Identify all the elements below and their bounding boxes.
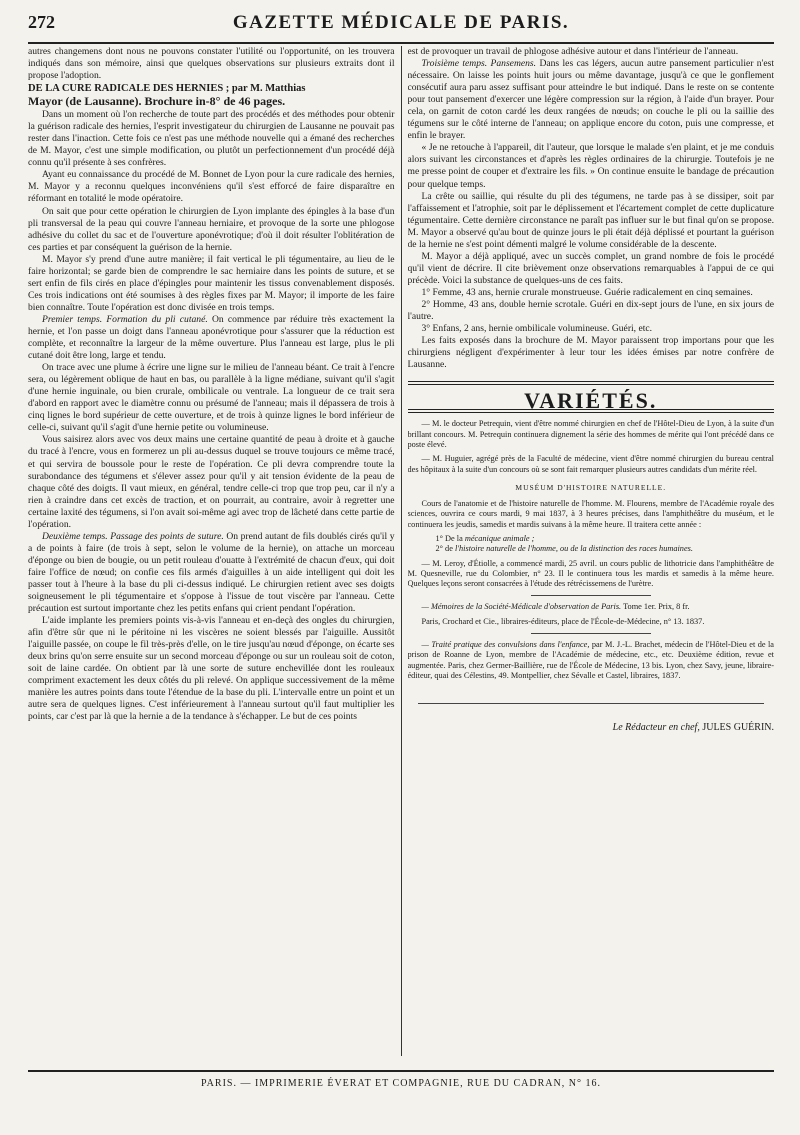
- article-title-line: Mayor (de Lausanne). Brochure in-8° de 46 pages.: [28, 94, 286, 109]
- book-notice: [408, 602, 775, 612]
- section-heading: Premier temps. Formation du pli cutané.: [42, 313, 208, 325]
- paragraph-text: On commence par réduire très exactement la hernie, et l'on passe un doigt dans l'anneau aponévrotique pour s'assurer que la réduction est complète, et reconnaître la largeur de la même ouverture. Plus l'anneau est large, plus le pli cutané doit être long, large et tendu.: [28, 313, 395, 362]
- paragraph: Dans un moment où l'on recherche de toute part des procédés et des méthodes pour obtenir la guérison radicale des hernies, l'esprit investigateur du chirurgien de Lausanne ne pouvait pas rester dans l'inaction. Cette fois ce n'est pas une méthode nouvelle qui a émané des recherches de M. Mayor, c'est une simple modification, ou plutôt un perfectionnement d'un procédé déjà connu qu'il présente à ses confrères.: [28, 109, 395, 169]
- case-item: 1° Femme, 43 ans, hernie crurale monstrueuse. Guérie radicalement en cinq semaines.: [421, 286, 753, 298]
- case-item: 3° Enfans, 2 ans, hernie ombilicale volumineuse. Guéri, etc.: [421, 323, 653, 335]
- list-prefix: 1° De la: [435, 533, 465, 543]
- paragraph: « Je ne retouche à l'appareil, dit l'auteur, que lorsque le malade s'en plaint, et je me conduis alors suivant les circonstances et d'après les règles ordinaires de la chirurgie. Toutefois je ne me presse point de couper et d'extraire les fils. » On continue ensuite le bandage de précaution pour quelque temps.: [407, 142, 774, 190]
- paragraph: [28, 314, 395, 362]
- list-item: [422, 534, 775, 544]
- paragraph-text: On prend autant de fils doublés cirés qu'il y a de points à faire (de trois à sept, selon le volume de la hernie), on attache un morceau d'éponge ou bien de bougie, ou un petit rouleau d'ouatte à l'extrémité de chacun d'eux, qui doit faire l'office de nœud; on confie ces fils armés d'aiguilles à un aide intelligent qui doit les passer tout à l'heure à la base du pli ci-dessus indiqué. Le chirurgien retient avec ses doigts soigneusement le pli tégumentaire et s'oppose à l'issue de tout viscère par l'anneau. Cette précaution est surtout importante chez les petits enfans qui crient pendant l'opération.: [28, 530, 395, 615]
- paragraph: L'aide implante les premiers points vis-à-vis l'anneau et en-deçà des ongles du chirurgien, afin d'être sûr que ni le péritoine ni les viscères ne soient blessés par l'aiguille. Aussitôt l'aiguille passée, on coupe le fil très-près d'elle, on le tire jusqu'au nœud d'éponge, on écarte ses deux brins qu'on serre ensuite sur un second morceau d'éponge ou sur un rouleau soit de coton, soit de laine cardée. On obtient par là une sorte de suture enchevillée dont les rouleaux compriment exactement les deux côtés du pli relevé. On applique successivement de la même manière les autres points dans toute l'étendue de la base du pli. L'intervalle entre un point et un autre sera de quelques lignes. C'est inférieurement à l'anneau surtout qu'il faut multiplier les points, car c'est par là que la hernie a de la tendance à s'échapper. Le but de ces points: [28, 615, 395, 723]
- page-number: 272: [28, 12, 55, 32]
- book-title: — Traité pratique des convulsions dans l'enfance,: [421, 640, 590, 650]
- list-text: l'histoire naturelle de l'homme, ou de la distinction des races humaines.: [454, 544, 693, 554]
- news-item: — M. Leroy, d'Étiolle, a commencé mardi, 25 avril. un cours public de lithotricie dans l'amphithéâtre de M. Quesneville, rue du Colombier, n° 23. Il le continuera tous les mardis et samedis à la même heure. Quelques leçons seront consacrées à l'étude des rétrécissemens de l'urètre.: [407, 558, 774, 589]
- news-item: — M. le docteur Petrequin, vient d'être nommé chirurgien en chef de l'Hôtel-Dieu de Lyon, à la suite d'un brillant concours. M. Petrequin continuera dignement la série des hommes de mérite qui l'ont précédé dans ce poste élevé.: [407, 419, 774, 449]
- news-item: Cours de l'anatomie et de l'histoire naturelle de l'homme. M. Flourens, membre de l'Académie royale des sciences, ouvrira ce cours mardi, 9 mai 1837, à 3 heures précises, dans l'amphithéâtre du muséum, et le continuera les jeudis, samedis et mardis suivans à la même heure. Il traitera cette année :: [407, 499, 774, 529]
- paragraph: M. Mayor a déjà appliqué, avec un succès complet, un grand nombre de fois le procédé qu'il vient de décrire. Il cite brièvement onze observations remarquables à l'appui de ce qui précède. Voici la substance de quelques-uns de ces faits.: [407, 250, 774, 286]
- paragraph: On trace avec une plume à écrire une ligne sur le milieu de l'anneau béant. Ce trait à l'encre sera, ou légèrement oblique de haut en bas, ou parallèle à la ligne médiane, suivant qu'il s'agit d'une hernie inguinale, ou bien crurale, ombilicale ou ventrale. La longueur de ce trait sera d'abord en rapport avec le diamètre connu ou présumé de l'anneau; mais il dépassera de trois à cinq lignes le bord supérieur de cette ouverture, et de trois à quinze lignes le bord inférieur de celle-ci, suivant qu'il s'agit d'une hernie petite ou volumineuse.: [28, 362, 395, 434]
- section-rule: [408, 381, 775, 385]
- section-heading: Deuxième temps. Passage des points de suture.: [42, 530, 224, 542]
- left-column: [28, 46, 395, 1056]
- article-title: [28, 82, 395, 109]
- museum-heading: MUSÉUM D'HISTOIRE NATURELLE.: [515, 482, 667, 492]
- two-column-body: [28, 46, 774, 1056]
- varietes-section: [408, 419, 775, 681]
- page-header: [28, 12, 774, 44]
- journal-title: GAZETTE MÉDICALE DE PARIS.: [232, 12, 570, 33]
- signature-prefix: Le Rédacteur en chef,: [612, 722, 703, 734]
- paragraph: [28, 531, 395, 615]
- paragraph: autres changemens dont nous ne pouvons constater l'utilité ou l'opportunité, on les trouvera indiqués dans son mémoire, ainsi que quelques observations sur plusieurs extraits dont il propose l'adoption.: [28, 46, 395, 82]
- paragraph: La crête ou saillie, qui résulte du pli des tégumens, ne tarde pas à se dissiper, soit par l'affaissement et l'atrophie, soit par le déplissement et l'écartement complet de cette duplicature tégumentaire. Cette dernière circonstance ne paraît pas influer sur le but final qu'on se propose. M. Mayor a observé qu'au bout de quinze jours le pli était déjà déplissé et pourtant la guérison de la hernie ne s'est point démenti malgré le volume considérable de la descente.: [407, 190, 774, 250]
- printer-imprint: PARIS. — IMPRIMERIE ÉVERAT ET COMPAGNIE, RUE DU CADRAN, N° 16.: [28, 1070, 774, 1089]
- article-title-line: DE LA CURE RADICALE DES HERNIES ; par M. Matthias: [28, 83, 306, 95]
- book-detail: Tome 1er. Prix, 8 fr.: [623, 602, 690, 612]
- varietes-heading: VARIÉTÉS.: [524, 388, 658, 414]
- book-notice: [408, 640, 775, 681]
- paragraph: M. Mayor s'y prend d'une autre manière; il fait vertical le pli tégumentaire, au lieu de le faire horizontal; se garde bien de comprendre le sac herniaire dans les points de suture, et se sert enfin de fils cirés en place d'épingles pour maintenir les tissus convenablement disposés. Ces trois indications ont été soumises à des règles fixes par M. Mayor; il importe de les faire bien connaître. Toute l'opération est donc divisée en trois temps.: [28, 253, 395, 313]
- paragraph: Vous saisirez alors avec vos deux mains une certaine quantité de peau à droite et à gauche du tracé à l'encre, vous en formerez un pli au-dessus duquel se trouve toujours ce même tracé, et qui servira de boussole pour le reste de l'opération. Ce pli devra comprendre toute la surabondance des tégumens et s'élever assez pour qu'il y ait tension évidente de la peau de chaque côté des doigts. Il vaut mieux, en général, tendre celle-ci trop que trop peu, car il n'y a rien à craindre dans cet excès de traction, et on pourrait, au contraire, avoir à regretter une certaine laxité des tégumens, si l'on avait soi-même agi avec trop de lâcheté dans cette partie de l'opération.: [28, 434, 395, 530]
- paragraph: Ayant eu connaissance du procédé de M. Bonnet de Lyon pour la cure radicale des hernies, M. Mayor y a reconnu quelques inconvéniens qu'il s'est efforcé de faire disparaître en réformant en totalité le mode opératoire.: [28, 169, 395, 205]
- news-item: — M. Huguier, agrégé près de la Faculté de médecine, vient d'être nommé chirurgien du bureau central des hôpitaux à la suite d'un concours où se sont fait remarquer plusieurs autres candidats d'un mérite réel.: [407, 454, 774, 474]
- editor-signature: [408, 722, 775, 734]
- paragraph: Les faits exposés dans la brochure de M. Mayor paraissent trop importans pour que les chirurgiens négligent d'expérimenter à leur tour les idées émises par notre confrère de Lausanne.: [407, 335, 774, 371]
- section-heading: Troisième temps. Pansemens.: [421, 58, 537, 70]
- book-detail: par M. J.-L. Brachet, médecin de l'Hôtel-Dieu et de la prison de Roanne de Lyon, membre de l'Académie de médecine, etc., etc. Deuxième édition, revue et augmentée. Paris, chez Germer-Baillière, rue de l'École de Médecine, 13 bis. Lyon, chez Savy, jeune, libraire-éditeur, quai des Célestins, 49. Montpellier, chez Sévalle et Castel, libraires, 1837.: [407, 640, 774, 680]
- list-prefix: 2° de: [435, 544, 455, 554]
- separator: [531, 633, 651, 634]
- separator: [531, 595, 651, 596]
- paragraph: est de provoquer un travail de phlogose adhésive autour et dans l'intérieur de l'anneau.: [407, 46, 739, 57]
- paragraph: [408, 58, 775, 142]
- list-item: [422, 544, 775, 554]
- list-text: mécanique animale ;: [464, 533, 535, 543]
- editor-name: JULES GUÉRIN.: [702, 722, 774, 734]
- separator: [418, 703, 765, 704]
- right-column: [408, 46, 775, 1056]
- paragraph-text: Dans les cas légers, aucun autre pansement particulier n'est nécessaire. On laisse les points huit jours ou même davantage, jusqu'à ce que le gonflement consécutif aura paru assez suffisant pour atteindre le but indiqué. Dans le reste on se contente pour tout pansement d'exercer une légère compression sur la région, à l'aide d'un brayer. Pour cela, on garnit de coton cardé les deux rangées de nœuds; on couche le pli ou la saillie des tégumens sur le côté interne de l'anneau; on applique encore du coton, puis une compresse, et enfin le brayer.: [407, 58, 774, 142]
- column-rule: [401, 46, 402, 1056]
- book-publisher: Paris, Crochard et Cie., libraires-éditeurs, place de l'École-de-Médecine, n° 13. 1837.: [421, 616, 705, 626]
- book-title: — Mémoires de la Société-Médicale d'observation de Paris.: [421, 602, 622, 612]
- paragraph: On sait que pour cette opération le chirurgien de Lyon implante des épingles à la base d'un pli transversal de la peau qui couvre l'anneau herniaire, et provoque de la sorte une phlogose adhésive du collet du sac et de l'ouverture aponévrotique; d'où il doit résulter l'oblitération de ces parties et par conséquent la guérison de la hernie.: [28, 205, 395, 253]
- case-item: 2° Homme, 43 ans, double hernie scrotale. Guéri en dix-sept jours de l'une, en six jours de l'autre.: [407, 298, 774, 323]
